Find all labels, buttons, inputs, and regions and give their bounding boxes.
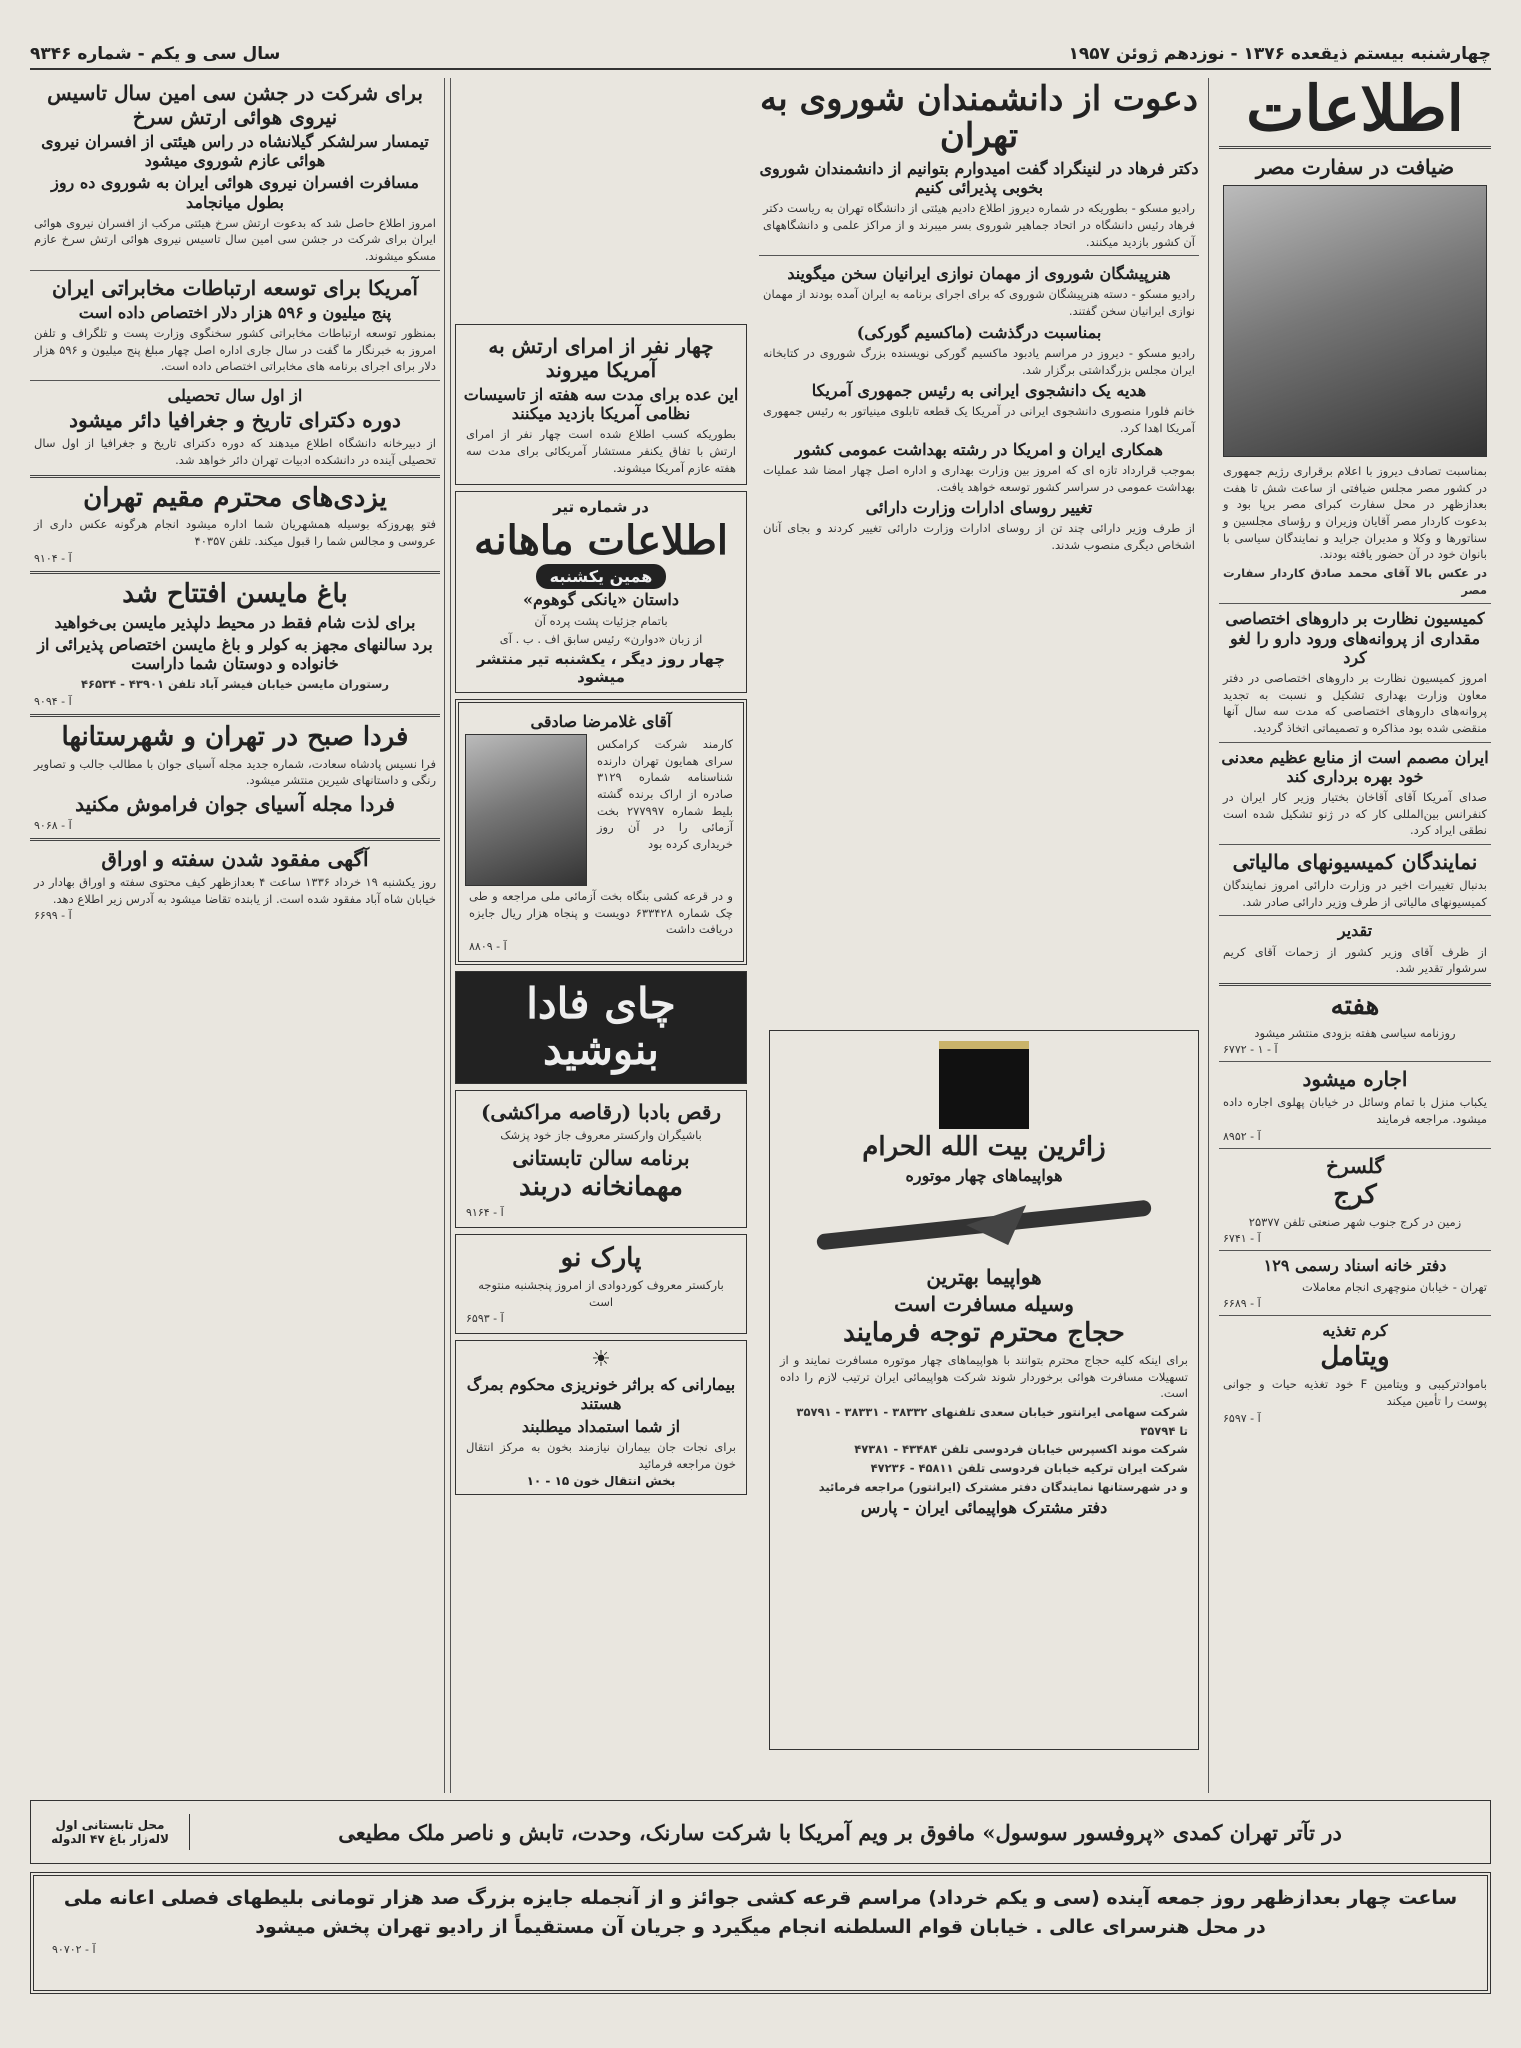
blood-footer: بخش انتقال خون [573,1474,676,1489]
kaaba-icon [939,1041,1029,1129]
actors-title: هنرپیشگان شوروی از مهمان نوازی ایرانیان سخن میگویند [787,264,1171,284]
tax-title: نمایندگان کمیسیونهای مالیاتی [1232,850,1478,875]
health-title: همکاری ایران و امریکا در رشته بهداشت عمومی کشور [795,439,1163,459]
course-sub: دوره دکترای تاریخ و جغرافیا دائر میشود [69,408,401,433]
raf-text: امروز اطلاع حاصل شد که بدعوت ارتش سرخ هیئتی مرکب از افسران نیروی هوائی ایران برای شرکت در جشن سی امین سال تاسیس نیروی هوائی ارتش سرخ عازم مسکو میشوند. [34,215,436,264]
hajj-title: زائرین بیت الله الحرام [862,1132,1106,1162]
mahane-footer: چهار روز دیگر ، یکشنبه [554,649,726,668]
blood-title: بیمارانی که براثر خونریزی محکوم بمرگ هستند [466,1375,736,1414]
park-title: پارک نو [560,1243,642,1274]
hajj-text: برای اینکه کلیه حجاج محترم بتوانند با هواپیماهای چهار موتوره مسافرت نمایند و از تسهیلات مسافرت هوائی برخوردار شوند شرکت هواپیمائی ایران ترتیب لازم را داده است. [780,1352,1188,1401]
page-header [30,40,1491,70]
darband-title: مهمانخانه دربند [519,1172,683,1203]
blood-text: برای نجات جان بیماران نیازمند بخون به مرکز انتقال خون مراجعه فرمائید [466,1439,736,1471]
mahane-title: اطلاعات ماهانه [474,517,728,565]
embassy-text: بمناسبت تصادف دیروز با اعلام برقراری رژیم جمهوری در کشور مصر مجلس ضیافتی از ساعت شش تا هفت بعدازظهر در محل سفارت کبرای مصر برپا بود و بدعوت کاردار مصر آقایان وزیران و رؤسای مجلسین و سناتورها و وکلا و مدیران جراید و نمایندگان سیاسی با بانوان خود در آن حضور یافته بودند. [1223,464,1487,562]
darband-ad [455,1090,747,1229]
rent-title: اجاره میشود [1302,1067,1408,1092]
park-text: بارکستر معروف کوردوادی از امروز پنجشنبه منتوجه است [478,1277,724,1309]
hafte-title: هفته [1330,990,1380,1021]
finance-text: از طرف وزیر دارائی چند تن از روسای ادارات وزارت دارائی تغییر کردند و بجای آنان اشخاص دیگری منصوب شدند. [763,521,1195,553]
winner-code: آ - ۸۸۰۹ [469,940,507,954]
header-date: چهارشنبه بیستم ذیقعده ۱۳۷۶ - نوزدهم ژوئن ۱۹۵۷ [1068,44,1491,64]
hajj-co4: و در شهرستانها نمایندگان دفتر مشترک (ایرانتور) مراجعه فرمائید [818,1479,1188,1494]
header-issue: سال سی و یکم - شماره ۹۳۴۶ [30,44,281,64]
rent-code: آ - ۸۹۵۲ [1223,1129,1261,1143]
lottery-code: آ - ۹۰۷۰۲ [52,1943,96,1956]
bagh-title: باغ مایسن افتتاح شد [122,578,348,609]
bagh-sub: برای لذت شام فقط در محیط دلپذیر مایسن بی‌خواهید [54,612,416,632]
theater-banner [30,1800,1491,1864]
vitamel-text: باموادترکیبی و ویتامین F خود تغذیه حیات و جوانی پوست را تأمین میکند [1223,1377,1487,1408]
notice-text: از ظرف آقای وزیر کشور از زحمات آقای کریم سرشوار تقدیر شد. [1223,944,1487,976]
mahane-ad [455,491,747,693]
park-ad [455,1234,747,1334]
hajj-ad [769,1030,1199,1750]
mahane-story-sub: باتمام جزئیات پشت پرده آن [534,613,668,628]
blood-sub: از شما استمداد میطلبند [521,1416,681,1436]
theater-side: محل تابستانی اول لاله‌زار باغ ۴۷ الدوله [31,1814,190,1850]
office-text: تهران - خیابان منوچهری انجام معاملات [1302,1279,1487,1294]
embassy-photo [1223,185,1487,457]
lottery-winner [455,699,747,965]
lost-code: آ - ۶۶۹۹ [34,909,72,923]
mahane-story: داستان «یانکی گوهوم» [522,590,679,610]
airplane-icon [806,1195,1162,1255]
raqs-sub: باشیگران وارکستر معروف جاز خود پزشک [500,1127,702,1142]
winner-text2: و در قرعه کشی بنگاه بخت آزمائی ملی مراجعه و طی چک شماره ۶۳۳۴۲۸ دویست و پنجاه هزار ریال جایزه دریافت داشت [469,889,733,937]
center-left-column [451,78,751,1793]
finance-title: تغییر روسای ادارات وزارت دارائی [865,498,1093,518]
blood-phone: ۱۵ - ۱۰ [526,1474,570,1489]
hajj-footer: دفتر مشترک هواپیمائی ایران - پارس [860,1498,1108,1518]
mahane-line: از زبان «دوارن» رئیس سابق اف . ب . آی [499,632,703,647]
golsorkh-sub: کرج [1333,1179,1377,1210]
farda-title2: فردا مجله آسیای جوان فراموش مکنید [75,792,395,817]
right-column [1219,78,1491,1793]
raqs-title: رقص بادبا (رقاصه مراکشی) [480,1099,722,1124]
hafte-code: آ - ۱ - ۶۷۷۲ [1223,1043,1278,1057]
vitamel-code: آ - ۶۵۹۷ [1223,1411,1261,1425]
course-title: از اول سال تحصیلی [167,385,303,405]
lottery-banner [30,1872,1491,1994]
winner-title: آقای غلامرضا صادقی [530,711,672,731]
vitamel-name: ویتامل [1320,1342,1390,1373]
masthead: اطلاعات [1246,78,1464,145]
left-column [30,78,440,1793]
raf-title: برای شرکت در جشن سی امین سال تاسیس نیروی هوائی ارتش سرخ [47,81,423,129]
mahane-badge: همین یکشنبه [536,564,667,589]
winner-photo [465,734,587,886]
raf-sub: تیمسار سرلشکر گیلانشاه در راس هیئتی از افسران نیروی هوائی عازم شوروی میشود [41,132,429,171]
drug-text: امروز کمیسیون نظارت بر داروهای اختصاصی در دفتر معاون وزارت بهداری تشکیل و نسبت به تجدید پروانه‌های داروهای اختصاصی که مدت سه سال آنها منقضی شده بود مذاکره و تصمیماتی اتخاذ گردید. [1223,670,1487,735]
chai-title: چای فادا بنوشید [526,979,676,1075]
drug-title: کمیسیون نظارت بر داروهای اختصاصی مقداری از پروانه‌های ورود دارو را لغو کرد [1225,609,1485,667]
gift-text: خانم فلورا منصوری دانشجوی ایرانی در آمریکا یک قطعه تابلوی مینیاتور به رئیس جمهوری آمریکا اهدا کرد. [763,404,1195,436]
soviet-subhead: دکتر فرهاد در لنینگراد گفت امیدوارم بتوانیم از دانشمندان شوروی بخوبی پذیرائی کنیم [759,158,1199,197]
tax-text: بدنبال تغییرات اخیر در وزارت دارائی امروز نمایندگان کمیسیونهای مالیاتی از طرف وزیر دارائی صادر شد. [1223,878,1487,909]
notice-title: تقدیر [1337,921,1373,941]
theater-text: در تآتر تهران کمدی «پروفسور سوسول» مافوق بر ویم آمریکا با شرکت سارنک، وحدت، تابش و ناصر ملک مطیعی [338,1819,1342,1845]
bagh-addr: رستوران مایسن خیابان فیشر آباد تلفن ۴۳۹۰۱ - ۴۶۵۳۴ [81,677,389,692]
gift-title: هدیه یک دانشجوی ایرانی به رئیس جمهوری آمریکا [811,381,1147,401]
raqs-line: برنامه سالن تابستانی [512,1146,690,1171]
rent-text: یکباب منزل با تمام وسائل در خیابان پهلوی اجاره داده میشود. مراجعه فرمایند [1223,1095,1487,1127]
hajj-co3: شرکت ایران ترکیه خیابان فردوسی تلفن ۴۵۸۱۱ - ۴۷۲۳۶ [870,1461,1188,1475]
lost-title: آگهی مفقود شدن سفته و اوراق [101,847,369,872]
lion-sun-icon: ☀ [591,1347,611,1373]
mahane-pre: در شماره [579,498,649,517]
golsorkh-text: زمین در کرج جنوب شهر صنعتی تلفن ۲۵۳۷۷ [1248,1214,1462,1229]
health-text: بموجب قرارداد تازه ای که امروز بین وزارت بهداری و اداره اصل چهار امضا شد عملیات بهداشت عمومی در سراسر کشور توسعه خواهد یافت. [763,462,1195,494]
raf-sub2: مسافرت افسران نیروی هوائی ایران به شوروی ده روز بطول میانجامد [51,173,419,212]
hajj-co1: شرکت سهامی ایرانتور خیابان سعدی تلفنهای ۳۸۳۳۲ - ۳۸۳۳۱ - ۳۵۷۹۱ [796,1404,1188,1419]
hajj-co2: شرکت موند اکسپرس خیابان فردوسی تلفن ۴۳۴۸۴ - ۴۷۳۸۱ [854,1442,1188,1457]
usa-title: آمریکا برای توسعه ارتباطات مخابراتی ایران [52,275,418,300]
winner-text: کارمند شرکت کرامکس سرای همایون تهران دارنده شناسنامه شماره ۳۱۲۹ صادره از اراک برنده گشته بلیط شماره ۲۷۷۹۹۷ بخت آزمائی را در آن روز خریداری کرده بود [597,737,733,852]
darband-code: آ - ۹۱۶۴ [466,1206,504,1220]
army-text: بطوریکه کسب اطلاع شده است چهار نفر از امرای ارتش با تفاق یکنفر مستشار آمریکائی برای مدت سه هفته عازم آمریکا میشوند. [466,427,736,475]
golsorkh-code: آ - ۶۷۴۱ [1223,1232,1261,1246]
lost-text: روز یکشنبه ۱۹ خرداد ۱۳۳۶ ساعت ۴ بعدازظهر کیف محتوی سفته و اوراق بهادار در خیابان شاه آباد مفقود شده است. از یابنده تقاضا میشود به آدرس زیر اطلاع دهد. [34,875,436,906]
hajj-slogan1: هواپیما بهترین [926,1265,1042,1290]
hajj-slogan2: وسیله مسافرت است [894,1292,1074,1317]
mahane-footer2: تیر منتشر میشود [476,649,625,686]
office-code: آ - ۶۶۸۹ [1223,1297,1261,1311]
usa-text: بمنظور توسعه ارتباطات مخابراتی کشور سخنگوی وزارت پست و تلگراف و تلفن امروز به خبرنگار ما گفت در سال جاری اداره اصل چهار مبلغ پنج میلیون و ۵۹۶ هزار دلار برای اجرای برنامه های مخابراتی اختصاص داده است. [34,325,436,374]
army-sub: این عده برای مدت سه هفته از تاسیسات نظامی آمریکا بازدید میکنند [463,385,739,424]
army-title: چهار نفر از امرای ارتش به آمریکا میروند [488,334,714,382]
middle-column [759,78,1199,1018]
mahane-month: تیر [553,498,575,517]
actors-text: رادیو مسکو - دسته هنرپیشگان شوروی که برای اجرای برنامه به ایران آمده بودند از مهمان نوازی ایرانیان سخن گفتند. [763,287,1195,319]
gorky-text: رادیو مسکو - دیروز در مراسم یادبود ماکسیم گورکی نویسنده بزرگ شوروی در کتابخانه ایران مجلس بزرگداشتی برگزار شد. [763,345,1195,377]
yazdi-code: آ - ۹۱۰۴ [34,551,72,565]
office-title: دفتر خانه اسناد رسمی ۱۲۹ [1263,1256,1447,1276]
gorky-title: بمناسبت درگذشت (ماکسیم گورکی) [856,322,1102,342]
yazdi-text: فتو پهروزکه بوسیله همشهریان شما اداره میشود انجام هرگونه عکس داری از عروسی و مجالس شما را قبول میکند. تلفن ۴۰۳۵۷ [34,517,436,549]
golsorkh-title: گلسرخ [1326,1153,1384,1178]
farda-text: فرا نسیس پادشاه سعادت، شماره جدید مجله آسیای جوان با مطالب جالب و تصاویر رنگی و داستانهای شیرین منتشر میشود. [34,756,436,788]
army-box [455,324,747,485]
farda-title: فردا صبح در تهران و شهرستانها [61,721,409,752]
park-code: آ - ۶۵۹۳ [466,1312,504,1326]
hafte-text: روزنامه سیاسی هفته بزودی منتشر میشود [1254,1025,1456,1040]
chai-ad [455,971,747,1083]
hajj-head: حجاج محترم توجه فرمایند [843,1318,1125,1349]
course-text: از دبیرخانه دانشگاه اطلاع میدهند که دوره دکترای تاریخ و جغرافیا از اول سال تحصیلی آینده در دانشکده ادبیات تهران دائر خواهد شد. [34,436,436,467]
bagh-sub2: برد سالنهای مجهز به کولر و باغ مایسن اختصاص پذیرائی از خانواده و دوستان شما داراست [37,634,433,673]
soviet-lead: رادیو مسکو - بطوریکه در شماره دیروز اطلاع دادیم هیئتی از دانشگاه تهران به ریاست دکتر فرهاد رئیس دانشگاه در اتحاد جماهیر شوروی بسر میبرند و از مراکز علمی و دانشگاههای آن کشور بازدید میکنند. [763,201,1195,249]
soviet-headline: دعوت از دانشمندان شوروی به تهران [760,79,1198,157]
embassy-caption: در عکس بالا آقای محمد صادق کاردار سفارت مصر [1223,566,1487,597]
lottery-text: ساعت چهار بعدازظهر روز جمعه آینده (سی و یکم خرداد) مراسم قرعه کشی جوائز و از آنجمله جایزه بزرگ صد هزار تومانی بلیطهای فصلی اعانه ملی [63,1887,1458,1909]
yazdi-title: یزدی‌های محترم مقیم تهران [83,482,387,513]
bagh-code: آ - ۹۰۹۴ [34,694,72,708]
mining-title: ایران مصمم است از منابع عظیم معدنی خود بهره برداری کند [1221,747,1489,786]
mining-text: صدای آمریکا آقای آقاخان بختیار وزیر کار ایران در کنفرانس بین‌المللی کار که در ژنو تشکیل شده است نطقی ایراد کرد. [1223,790,1487,838]
farda-code: آ - ۹۰۶۸ [34,819,72,833]
vitamel-label: کرم تغذیه [1322,1321,1388,1341]
hajj-plane: هواپیماهای چهار موتوره [905,1165,1063,1185]
blood-ad [455,1340,747,1495]
embassy-title: ضیافت در سفارت مصر [1255,155,1455,179]
usa-sub: پنج میلیون و ۵۹۶ هزار دلار اختصاص داده است [78,302,392,322]
lottery-text2: در محل هنرسرای عالی . خیابان قوام السلطنه انجام میگیرد و جریان آن مستقیماً از رادیو تهران پخش میشود [255,1915,1266,1938]
hajj-co1b: تا ۳۵۷۹۴ [1140,1423,1188,1438]
